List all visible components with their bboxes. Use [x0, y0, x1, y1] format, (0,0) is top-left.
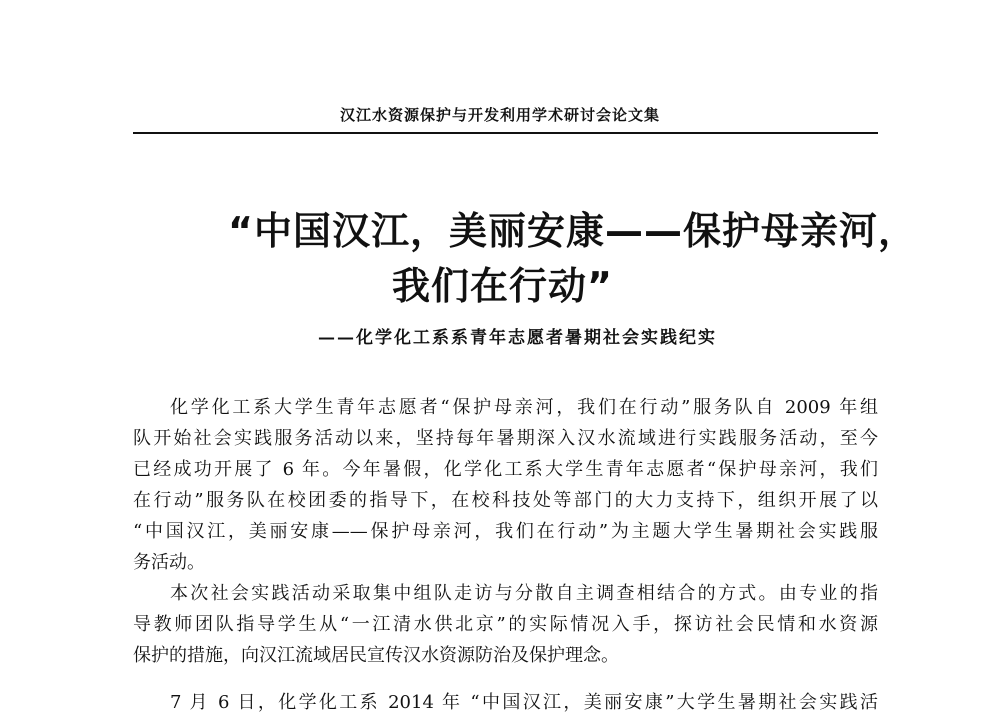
- article-title-line-2: 我们在行动”: [392, 264, 613, 308]
- running-header: 汉江水资源保护与开发利用学术研讨会论文集: [339, 106, 660, 124]
- body-line: 导教师团队指导学生从“一江清水供北京”的实际情况入手，探访社会民情和水资源: [133, 614, 878, 635]
- body-line: 保护的措施，向汉江流域居民宣传汉水资源防治及保护理念。: [133, 645, 619, 666]
- header-rule: [133, 132, 878, 134]
- article-title-line-1: “中国汉江，美丽安康——保护母亲河，: [228, 209, 917, 253]
- body-line: 本次社会实践活动采取集中组队走访与分散自主调查相结合的方式。由专业的指: [170, 583, 878, 604]
- body-line: 7 月 6 日，化学化工系 2014 年 “中国汉江，美丽安康”大学生暑期社会实践活: [170, 692, 878, 713]
- body-line: 务活动。: [133, 552, 205, 573]
- body-line: 已经成功开展了 6 年。今年暑假，化学化工系大学生青年志愿者“保护母亲河，我们: [133, 459, 878, 480]
- body-line: “中国汉江，美丽安康——保护母亲河，我们在行动”为主题大学生暑期社会实践服: [133, 521, 878, 542]
- body-line: 化学化工系大学生青年志愿者“保护母亲河，我们在行动”服务队自 2009 年组: [170, 397, 878, 418]
- article-subtitle: ——化学化工系系青年志愿者暑期社会实践纪实: [318, 328, 717, 348]
- body-line: 队开始社会实践服务活动以来，坚持每年暑期深入汉水流域进行实践服务活动，至今: [133, 428, 878, 449]
- body-line: 在行动”服务队在校团委的指导下，在校科技处等部门的大力支持下，组织开展了以: [133, 490, 878, 511]
